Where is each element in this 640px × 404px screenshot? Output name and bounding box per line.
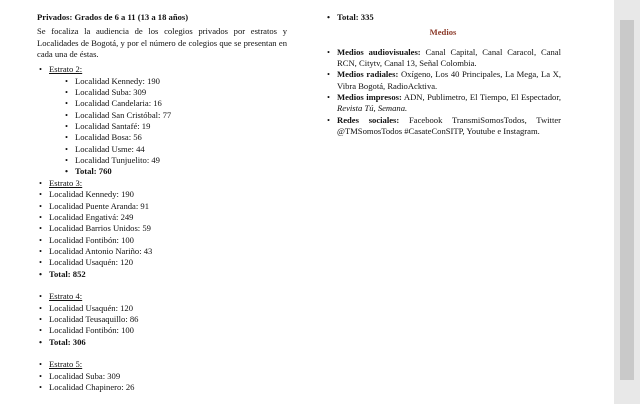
list-item: • Localidad Suba: 309 xyxy=(63,87,287,98)
list-item: • Localidad Teusaquillo: 86 xyxy=(37,314,287,325)
item-label: Medios radiales: xyxy=(337,69,399,80)
list-item: • Localidad Usme: 44 xyxy=(63,144,287,155)
estrato-2-item xyxy=(37,64,287,177)
vertical-scrollbar[interactable] xyxy=(614,0,640,404)
scrollbar-thumb[interactable] xyxy=(620,20,634,380)
estrato-5-total: • Total: 335 xyxy=(325,12,561,23)
estrato-4-total: • Total: 306 xyxy=(37,337,287,348)
list-item: • Localidad Fontibón: 100 xyxy=(37,235,287,246)
medios-list xyxy=(325,47,561,138)
item-label: Medios audiovisuales: xyxy=(337,46,421,57)
section-title: Privados: Grados de 6 a 11 (13 a 18 años) xyxy=(37,12,189,22)
list-item: • Localidad Antonio Nariño: 43 xyxy=(37,246,287,257)
list-item: • Localidad Suba: 309 xyxy=(37,371,287,382)
list-item: • Localidad Usaquén: 120 xyxy=(37,303,287,314)
list-item: • Localidad Usaquén: 120 xyxy=(37,257,287,268)
estrato-4-list xyxy=(37,291,287,348)
list-item: • Localidad Tunjuelito: 49 xyxy=(63,155,287,166)
medios-heading: Medios xyxy=(429,27,457,38)
list-item: • Localidad San Cristóbal: 77 xyxy=(63,110,287,121)
item-text: ADN, Publimetro, El Tiempo, El Espectador, xyxy=(401,92,562,103)
estrato-3-total: • Total: 852 xyxy=(37,269,287,280)
item-label: Redes sociales: xyxy=(337,114,400,125)
intro-paragraph: Se focaliza la audiencia de los colegios privados por estratos y Localidades de Bogotá, y por el número de colegios que se presentan en cada una de éstas. xyxy=(37,26,287,60)
list-item: • Localidad Fontibón: 100 xyxy=(37,325,287,336)
estrato-4-item xyxy=(37,291,287,302)
list-item: • Localidad Kennedy: 190 xyxy=(37,189,287,200)
item-label: Medios impresos: xyxy=(337,92,402,103)
estrato-2-total: • Total: 760 xyxy=(63,166,287,177)
item-italic-text: Revista Tú, Semana. xyxy=(337,103,408,114)
estrato-2-list xyxy=(37,64,287,280)
redes-sociales-item xyxy=(325,115,561,138)
estrato-3-label: Estrato 3: xyxy=(49,177,83,188)
list-item: • Localidad Barrios Unidos: 59 xyxy=(37,223,287,234)
medios-radiales-item xyxy=(325,69,561,92)
left-column xyxy=(37,12,287,393)
total-list xyxy=(325,12,561,23)
list-item: • Localidad Candelaria: 16 xyxy=(63,98,287,109)
list-item: • Localidad Engativá: 249 xyxy=(37,212,287,223)
list-item: • Localidad Santafé: 19 xyxy=(63,121,287,132)
right-column xyxy=(325,12,561,137)
estrato-5-label: Estrato 5: xyxy=(49,359,83,370)
medios-impresos-item xyxy=(325,92,561,115)
item-text: Oxígeno, Los 40 Principales, La Mega, La X, Vibra Bogotá, RadioAcktiva. xyxy=(337,69,561,91)
item-text: Canal Capital, Canal Caracol, Canal RCN, Citytv, Canal 13, Señal Colombia. xyxy=(337,46,562,69)
estrato-5-item xyxy=(37,359,287,370)
list-item: • Localidad Puente Aranda: 91 xyxy=(37,201,287,212)
list-item: • Localidad Kennedy: 190 xyxy=(63,76,287,87)
estrato-2-label: Estrato 2: xyxy=(49,64,83,75)
list-item: • Localidad Bosa: 56 xyxy=(63,132,287,143)
medios-audiovisuales-item xyxy=(325,47,561,70)
estrato-5-list xyxy=(37,359,287,393)
estrato-4-label: Estrato 4: xyxy=(49,291,83,302)
list-item: • Localidad Chapinero: 26 xyxy=(37,382,287,393)
item-text: Facebook TransmiSomosTodos, Twitter @TMSomosTodos #CasateConSITP, Youtube e Instagram. xyxy=(337,114,562,137)
estrato-3-item xyxy=(37,178,287,189)
